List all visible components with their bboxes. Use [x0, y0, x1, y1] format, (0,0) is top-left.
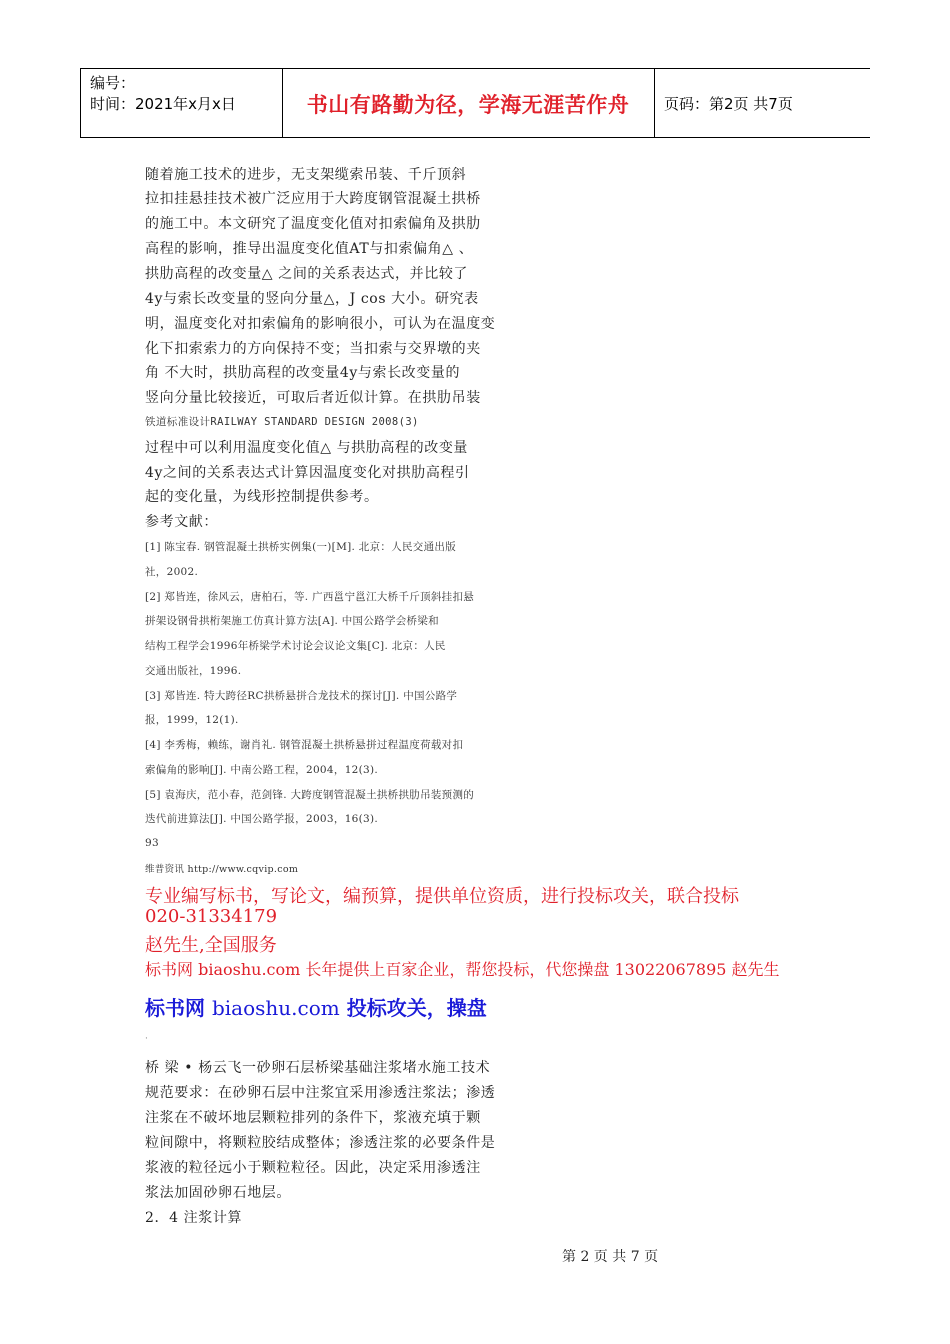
article-line: 的施工中。本文研究了温度变化值对扣索偏角及拱肋: [145, 216, 481, 232]
doc-time: 时间：2021年x月x日: [90, 95, 236, 113]
reference-line: [1] 陈宝春. 钢管混凝土拱桥实例集(一)[M]. 北京：人民交通出版: [145, 541, 456, 553]
references-title: 参考文献：: [145, 514, 218, 530]
article-line: 4y之间的关系表达式计算因温度变化对拱肋高程引: [145, 465, 470, 481]
ad-banner-part: 投标攻关，操盘: [339, 996, 487, 1020]
article-line: 拉扣挂悬挂技术被广泛应用于大跨度钢管混凝土拱桥: [145, 191, 481, 207]
header-divider: [654, 69, 655, 137]
ad-line: 标书网 biaoshu.com 长年提供上百家企业，帮您投标，代您操盘 13022067895 赵先生: [145, 960, 780, 979]
article-page-number: 93: [145, 837, 159, 849]
page-footer: 第 2 页 共 7 页: [562, 1249, 659, 1265]
separator-dot: ·: [145, 1034, 148, 1044]
article-line: 高程的影响，推导出温度变化值AT与扣索偏角△ 、: [145, 241, 474, 257]
ad-banner-link[interactable]: biaoshu.com: [211, 996, 340, 1020]
section-subhead: 2．4 注浆计算: [145, 1210, 243, 1226]
doc-number-label: 编号：: [90, 74, 136, 92]
reference-line: [4] 李秀梅，赖练，谢肖礼. 钢管混凝土拱桥悬拼过程温度荷载对扣: [145, 739, 464, 751]
article-line: 明，温度变化对扣索偏角的影响很小，可认为在温度变: [145, 316, 496, 332]
header-meta: [90, 73, 236, 115]
section-line: 注浆在不破坏地层颗粒排列的条件下，浆液充填于颗: [145, 1110, 481, 1126]
reference-line: 迭代前进算法[J]. 中国公路学报，2003，16(3).: [145, 813, 379, 825]
article-line: 起的变化量，为线形控制提供参考。: [145, 489, 379, 505]
source-watermark: 维普资讯 http://www.cqvip.com: [145, 864, 299, 875]
ad-contact: 赵先生,全国服务: [145, 935, 277, 956]
article-line: 拱肋高程的改变量△ 之间的关系表达式，并比较了: [145, 266, 469, 282]
reference-line: 社，2002.: [145, 566, 199, 578]
section-line: 规范要求：在砂卵石层中注浆宜采用渗透注浆法；渗透: [145, 1085, 496, 1101]
reference-line: 报，1999，12(1).: [145, 714, 239, 726]
section-title: 桥 梁 • 杨云飞一砂卵石层桥梁基础注浆堵水施工技术: [145, 1060, 491, 1076]
section-line: 浆液的粒径远小于颗粒粒径。因此，决定采用渗透注: [145, 1160, 481, 1176]
ad-banner: [145, 992, 487, 1021]
section-line: 粒间隙中，将颗粒胶结成整体；渗透注浆的必要条件是: [145, 1135, 496, 1151]
reference-line: [5] 袁海庆，范小春，范剑锋. 大跨度钢管混凝土拱桥拱肋吊装预测的: [145, 789, 475, 801]
reference-line: 交通出版社，1996.: [145, 665, 242, 677]
ad-banner-part: 标书网: [145, 996, 212, 1020]
reference-line: 拼架设钢骨拱桁架施工仿真计算方法[A]. 中国公路学会桥梁和: [145, 615, 439, 627]
page-header: [80, 68, 870, 138]
reference-line: 索偏角的影响[J]. 中南公路工程，2004，12(3).: [145, 764, 379, 776]
reference-line: [3] 郑皆连. 特大跨径RC拱桥悬拼合龙技术的探讨[J]. 中国公路学: [145, 690, 458, 702]
reference-line: 结构工程学会1996年桥梁学术讨论会议论文集[C]. 北京：人民: [145, 640, 446, 652]
article-line: 角 不大时，拱肋高程的改变量4y与索长改变量的: [145, 365, 461, 381]
ad-phone: 020-31334179: [145, 906, 278, 927]
header-page-info: 页码：第2页 共7页: [664, 95, 793, 113]
header-motto: 书山有路勤为径，学海无涯苦作舟: [306, 93, 630, 117]
article-line: 化下扣索索力的方向保持不变；当扣索与交界墩的夹: [145, 341, 481, 357]
article-line: 随着施工技术的进步，无支架缆索吊装、千斤顶斜: [145, 167, 467, 183]
article-line: 过程中可以利用温度变化值△ 与拱肋高程的改变量: [145, 440, 469, 456]
article-line: 4y与索长改变量的竖向分量△，J cos 大小。研究表: [145, 291, 479, 307]
reference-line: [2] 郑皆连，徐风云，唐柏石，等. 广西邕宁邕江大桥千斤顶斜挂扣悬: [145, 591, 475, 603]
header-divider: [80, 69, 81, 137]
ad-line: 专业编写标书，写论文，编预算，提供单位资质，进行投标攻关，联合投标: [145, 886, 739, 907]
journal-line: 铁道标准设计RAILWAY STANDARD DESIGN 2008(3): [145, 416, 419, 428]
article-line: 竖向分量比较接近，可取后者近似计算。在拱肋吊装: [145, 390, 481, 406]
section-line: 浆法加固砂卵石地层。: [145, 1185, 291, 1201]
